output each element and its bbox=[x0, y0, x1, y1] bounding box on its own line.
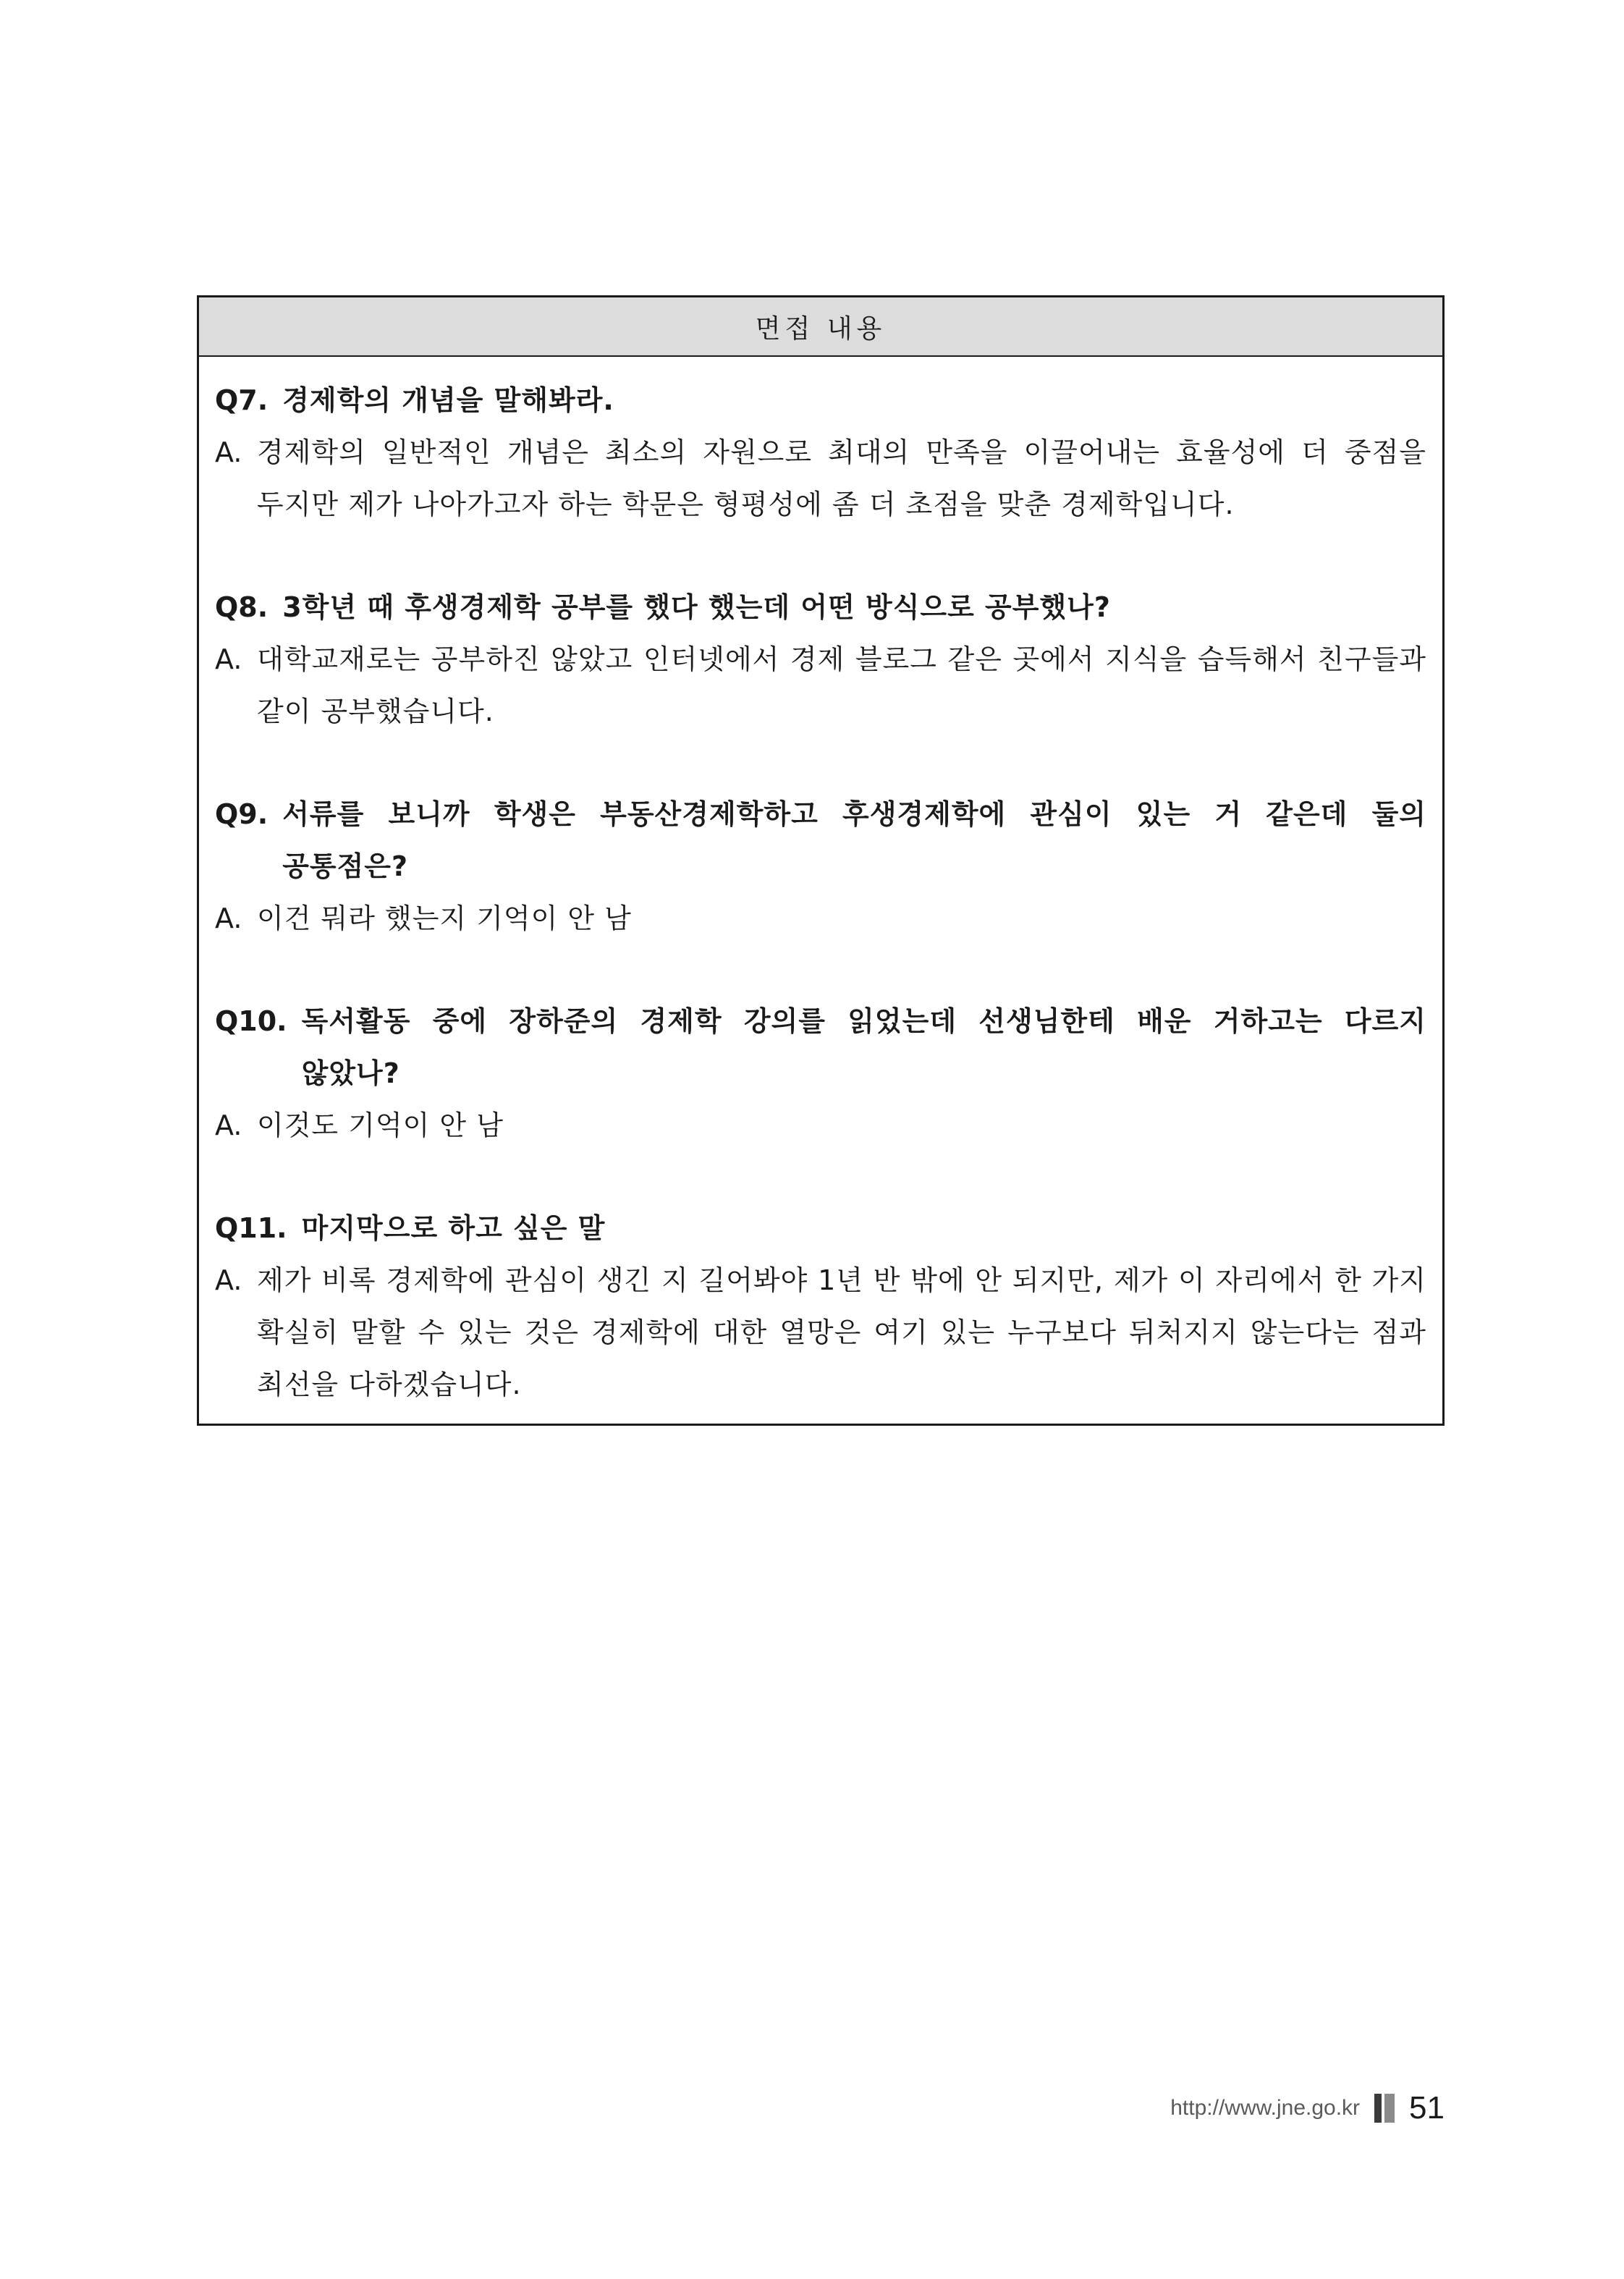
answer-text: 이건 뭐라 했는지 기억이 안 남 bbox=[257, 902, 632, 934]
question bbox=[215, 1202, 1426, 1254]
question bbox=[215, 374, 1426, 426]
section-title: 면접 내용 bbox=[199, 297, 1442, 357]
qa-list bbox=[199, 357, 1442, 1411]
question-text: 경제학의 개념을 말해봐라. bbox=[282, 384, 614, 416]
qa-item bbox=[215, 374, 1426, 530]
answer bbox=[215, 633, 1426, 737]
question-text: 독서활동 중에 장하준의 경제학 강의를 읽었는데 선생님한테 배운 거하고는 다르지 않았나? bbox=[301, 1005, 1426, 1089]
qa-item bbox=[215, 581, 1426, 737]
question bbox=[215, 581, 1426, 633]
question bbox=[215, 995, 1426, 1099]
answer-label: A. bbox=[215, 1264, 242, 1296]
question-text: 마지막으로 하고 싶은 말 bbox=[301, 1212, 606, 1244]
qa-item bbox=[215, 995, 1426, 1151]
answer-text: 이것도 기억이 안 남 bbox=[257, 1109, 504, 1141]
answer bbox=[215, 1254, 1426, 1411]
question-number: Q7. bbox=[215, 384, 268, 416]
question-text: 서류를 보니까 학생은 부동산경제학하고 후생경제학에 관심이 있는 거 같은데 둘의 공통점은? bbox=[282, 798, 1426, 882]
qa-item bbox=[215, 1202, 1426, 1411]
answer bbox=[215, 1099, 1426, 1151]
answer-label: A. bbox=[215, 1109, 242, 1141]
footer-url: http://www.jne.go.kr bbox=[1170, 2096, 1361, 2120]
question-text: 3학년 때 후생경제학 공부를 했다 했는데 어떤 방식으로 공부했나? bbox=[282, 591, 1111, 623]
question bbox=[215, 788, 1426, 892]
answer-label: A. bbox=[215, 902, 242, 934]
answer-text: 경제학의 일반적인 개념은 최소의 자원으로 최대의 만족을 이끌어내는 효율성에 더 중점을 두지만 제가 나아가고자 하는 학문은 형평성에 좀 더 초점을 맞춘 경제학입니다. bbox=[257, 436, 1426, 520]
page-number: 51 bbox=[1409, 2090, 1445, 2126]
question-number: Q9. bbox=[215, 798, 268, 830]
footer-divider-icon bbox=[1374, 2094, 1397, 2123]
question-number: Q8. bbox=[215, 591, 268, 623]
answer-text: 대학교재로는 공부하진 않았고 인터넷에서 경제 블로그 같은 곳에서 지식을 습득해서 친구들과 같이 공부했습니다. bbox=[257, 643, 1426, 727]
answer bbox=[215, 892, 1426, 944]
question-number: Q11. bbox=[215, 1212, 287, 1244]
answer-text: 제가 비록 경제학에 관심이 생긴 지 길어봐야 1년 반 밖에 안 되지만, 제가 이 자리에서 한 가지 확실히 말할 수 있는 것은 경제학에 대한 열망은 여기 있는 누구보다 뒤처지지 않는다는 점과 최선을 다하겠습니다. bbox=[257, 1264, 1426, 1400]
qa-item bbox=[215, 788, 1426, 944]
interview-content-box bbox=[197, 295, 1445, 1426]
question-number: Q10. bbox=[215, 1005, 287, 1037]
page-footer bbox=[1170, 2086, 1445, 2130]
answer-label: A. bbox=[215, 643, 242, 675]
answer bbox=[215, 426, 1426, 530]
answer-label: A. bbox=[215, 436, 242, 468]
